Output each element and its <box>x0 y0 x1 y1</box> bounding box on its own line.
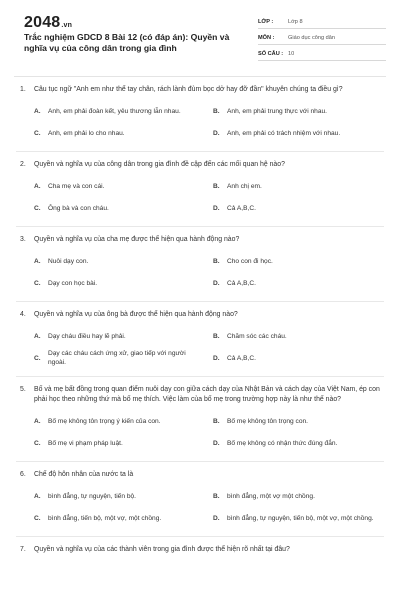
question-text <box>16 545 384 555</box>
answer-options <box>16 251 384 295</box>
question-body: Câu tục ngữ "Anh em như thể tay chân, rách lành đùm bọc dở hay đỡ đần" khuyên chúng ta điều gì? <box>34 86 343 93</box>
option-text: Cả A,B,C. <box>227 354 256 362</box>
question-list <box>8 77 392 561</box>
quiz-meta <box>258 15 386 63</box>
answer-option[interactable] <box>213 176 384 198</box>
option-letter: A. <box>34 107 41 115</box>
meta-value: 10 <box>288 50 295 57</box>
option-letter: D. <box>213 279 220 287</box>
option-text: Dạy các cháu cách ứng xử, giao tiếp với người ngoài. <box>48 350 186 366</box>
answer-option[interactable] <box>34 411 205 433</box>
question-text <box>16 235 384 245</box>
question-item <box>16 227 384 302</box>
option-text: Cả A,B,C. <box>227 279 256 287</box>
answer-option[interactable] <box>213 486 384 508</box>
option-text: bình đẳng, tự nguyện, tiến bộ. <box>48 492 137 500</box>
answer-options <box>16 101 384 145</box>
option-letter: A. <box>34 257 41 265</box>
question-number: 7. <box>20 546 26 553</box>
option-letter: D. <box>213 354 220 362</box>
question-body: Quyền và nghĩa vụ của ông bà được thể hiện qua hành động nào? <box>34 311 238 318</box>
page-title: Trắc nghiệm GDCD 8 Bài 12 (có đáp án): Quyền và nghĩa vụ của công dân trong gia đình <box>24 32 230 53</box>
option-text: Anh, em phải trung thực với nhau. <box>227 107 328 115</box>
answer-options <box>16 326 384 370</box>
answer-option[interactable] <box>213 433 384 455</box>
option-letter: B. <box>213 107 220 115</box>
answer-option[interactable] <box>213 273 384 295</box>
question-body: Bố và mẹ bất đồng trong quan điểm nuôi dạy con giữa cách dạy của Nhật Bản và cách dạy của Việt Nam, ép con phải học theo những thứ mà bố mẹ thích. Việc làm của bố mẹ trong trường hợp này là như thế nào? <box>34 386 380 403</box>
option-text: Cho con đi học. <box>227 257 273 265</box>
question-number: 6. <box>20 471 26 478</box>
question-text <box>16 160 384 170</box>
question-body: Chế độ hôn nhân của nước ta là <box>34 471 134 478</box>
option-letter: D. <box>213 439 220 447</box>
question-item <box>16 152 384 227</box>
meta-value: Giáo dục công dân <box>288 34 335 41</box>
option-letter: C. <box>34 129 41 137</box>
answer-option[interactable] <box>213 198 384 220</box>
option-text: Chăm sóc các cháu. <box>227 332 287 340</box>
option-letter: A. <box>34 492 41 500</box>
answer-option[interactable] <box>34 251 205 273</box>
option-letter: B. <box>213 492 220 500</box>
answer-option[interactable] <box>34 198 205 220</box>
answer-option[interactable] <box>213 101 384 123</box>
option-text: Bố mẹ không tôn trọng ý kiến của con. <box>48 417 161 425</box>
answer-options <box>16 486 384 530</box>
answer-option[interactable] <box>34 508 205 530</box>
answer-options <box>16 176 384 220</box>
question-number: 3. <box>20 236 26 243</box>
answer-option[interactable] <box>213 251 384 273</box>
question-body: Quyền và nghĩa vụ của công dân trong gia đình đề cập đến các mối quan hệ nào? <box>34 161 285 168</box>
answer-option[interactable] <box>34 433 205 455</box>
option-text: Nuôi dạy con. <box>48 257 89 265</box>
question-number: 5. <box>20 386 26 393</box>
option-letter: B. <box>213 332 220 340</box>
option-text: Anh, em phải lo cho nhau. <box>48 129 125 137</box>
answer-option[interactable] <box>213 123 384 145</box>
question-text <box>16 85 384 95</box>
answer-options <box>16 411 384 455</box>
answer-option[interactable] <box>34 348 205 370</box>
option-letter: C. <box>34 439 41 447</box>
answer-option[interactable] <box>213 326 384 348</box>
question-body: Quyền và nghĩa vụ của các thành viên trong gia đình được thể hiện rõ nhất tại đâu? <box>34 546 290 553</box>
question-item <box>16 377 384 462</box>
question-body: Quyền và nghĩa vụ của cha mẹ được thể hiện qua hành động nào? <box>34 236 240 243</box>
meta-label: SỐ CÂU : <box>258 50 284 57</box>
option-letter: C. <box>34 514 41 522</box>
meta-row <box>258 31 386 45</box>
option-text: bình đẳng, một vợ một chồng. <box>227 492 315 500</box>
answer-option[interactable] <box>213 348 384 370</box>
option-text: Cha mẹ và con cái. <box>48 182 105 190</box>
answer-option[interactable] <box>213 411 384 433</box>
option-letter: A. <box>34 182 41 190</box>
answer-option[interactable] <box>34 273 205 295</box>
meta-row <box>258 15 386 29</box>
option-letter: D. <box>213 129 220 137</box>
option-text: Ông bà và con cháu. <box>48 204 109 212</box>
option-letter: B. <box>213 257 220 265</box>
meta-label: LỚP : <box>258 18 274 25</box>
option-text: Bố mẹ vi phạm pháp luật. <box>48 439 123 447</box>
option-text: Bố mẹ không có nhận thức đúng đắn. <box>227 439 338 447</box>
option-letter: D. <box>213 204 220 212</box>
site-logo[interactable]: 2048.vn <box>24 14 73 31</box>
question-item <box>16 302 384 377</box>
option-letter: C. <box>34 354 41 362</box>
option-letter: C. <box>34 279 41 287</box>
option-letter: B. <box>213 417 220 425</box>
question-text <box>16 470 384 480</box>
meta-label: MÔN : <box>258 34 275 41</box>
option-text: Anh chị em. <box>227 182 262 190</box>
answer-option[interactable] <box>34 486 205 508</box>
question-item <box>16 77 384 152</box>
option-letter: A. <box>34 417 41 425</box>
answer-option[interactable] <box>34 326 205 348</box>
answer-option[interactable] <box>213 508 384 530</box>
option-letter: B. <box>213 182 220 190</box>
option-text: Cả A,B,C. <box>227 204 256 212</box>
meta-row <box>258 47 386 61</box>
option-text: Anh, em phải có trách nhiệm với nhau. <box>227 129 341 137</box>
question-number: 1. <box>20 86 26 93</box>
question-number: 2. <box>20 161 26 168</box>
option-text: Anh, em phải đoàn kết, yêu thương lẫn nhau. <box>48 107 181 115</box>
answer-option[interactable] <box>34 176 205 198</box>
option-text: Dạy con học bài. <box>48 279 98 287</box>
meta-value: Lớp 8 <box>288 18 303 25</box>
option-text: Dạy cháu điều hay lẽ phải. <box>48 332 126 340</box>
answer-option[interactable] <box>34 123 205 145</box>
option-letter: C. <box>34 204 41 212</box>
question-text <box>16 310 384 320</box>
option-text: Bố mẹ không tôn trọng con. <box>227 417 309 425</box>
question-number: 4. <box>20 311 26 318</box>
header <box>8 0 392 76</box>
answer-option[interactable] <box>34 101 205 123</box>
question-item <box>16 537 384 561</box>
option-letter: D. <box>213 514 220 522</box>
question-text <box>16 385 384 405</box>
option-letter: A. <box>34 332 41 340</box>
option-text: bình đẳng, tiến bộ, một vợ, một chồng. <box>48 514 162 522</box>
option-text: bình đẳng, tự nguyện, tiến bộ, một vợ, một chồng. <box>227 514 374 522</box>
question-item <box>16 462 384 537</box>
